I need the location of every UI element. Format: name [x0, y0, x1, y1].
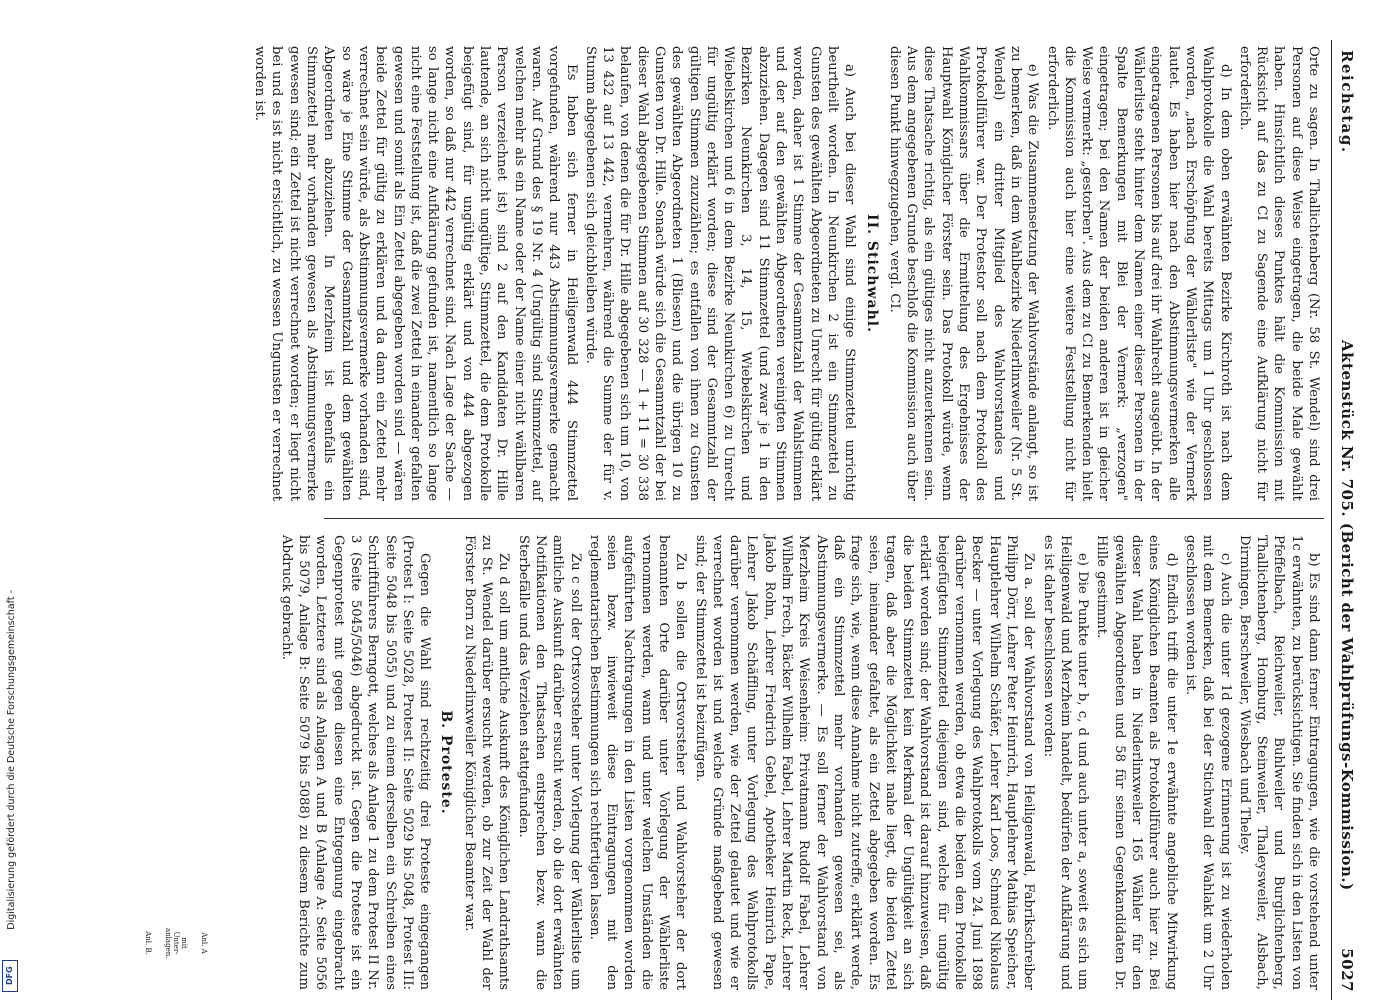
- header-title: Aktenstück Nr. 705. (Bericht der Wahlprüfungs-Kommission.): [1338, 340, 1356, 891]
- paragraph: Gegen die Wahl sind rechtzeitig drei Proteste eingegangen (Protest I: Seite 5028, Protest II: Seite 5029 bis 5048, Protest III: Seite 5048 bis 5055) und zu einem derselben ein Schreiben eines Schriftführers Berngott, welches als Anlage 1 zu dem Protest II Nr. 3 (Seite 5045/5046) abgedruckt ist. Gegen die Proteste ist ein Gegenprotest mit gegen diesen eine Entgegnung eingebracht worden. Letztere sind als Anlagen A und B (Anlage A: Seite 5056 bis 5079, Anlage B: Seite 5079 bis 5088) zu diesem Berichte zum Abdruck gebracht.: [278, 535, 433, 990]
- paragraph: Orte zu sagen. In Thallichtenberg (Nr. 58 St. Wendel) sind drei Personen auf diese Weise eingetragen, die beide Male gewählt haben. Hinsichtlich dieses Punktes hält die Kommission mit Rücksicht auf das zu CI zu Sagende eine Aufklärung nicht für erforderlich.: [1236, 46, 1321, 501]
- section-heading: B. Proteste.: [438, 710, 455, 815]
- document-page: [60, 40, 1360, 1000]
- paragraph: Zu b sollen die Ortsvorsteher und Wahlvorsteher der dort benannten Orte darüber unter Vorlegung der Wählerliste vernommen werden, wann und unter welchen Umständen die aufgeführten Nachtragungen in den Listen vorgenommen worden seien bezw. inwieweit diese Eintragungen mit den reglementarischen Bestimmungen sich rechtfertigen lassen.: [586, 535, 689, 990]
- column-divider: [324, 518, 1324, 519]
- paragraph: Zu c soll der Ortsvorsteher unter Vorlegung der Wählerliste um amtliche Auskunft darüber ersucht werden, ob die dort erwähnten Notifikationen den Thatsachen entsprechen bezw. wann die Sterbefälle und das Verziehen stattgefunden.: [515, 535, 583, 990]
- right-column: [275, 535, 1322, 990]
- paragraph: a) Auch bei dieser Wahl sind einige Stimmzettel unrichtig beurtheilt worden. In Neunkirchen 2 ist ein Stimmzettel zu Gunsten des gewählten Abgeordneten zu Unrecht für gültig erklärt worden, daher ist 1 Stimme der Gesammtzahl der Wahlstimmen und der auf den gewählten Abgeordneten vereinigten Stimmen abzuziehen. Dagegen sind 11 Stimmzettel (und zwar je 1 in den Bezirken Neunkirchen 3, 14, 15, Wiebelskirchen und Wiebelskirchen und 6 in dem Bezirke Neunkirchen 6) zu Unrecht für ungültig erklärt worden; diese sind der Gesammtzahl der gültigen Stimmen zuzuzählen; es entfallen von ihnen zu Gunsten des gewählten Abgeordneten 1 (Bliesen) und die übrigen 10 zu Gunsten von Dr. Hille. Sonach würde sich die Gesammtzahl der bei dieser Wahl abgegebenen Stimmen auf 30 328 — 1 + 11 = 30 338 belaufen, von denen die für Dr. Hille abgegebenen sich um 10, von 13 432 auf 13 442, vermehren, während die Summe der für v. Stumm abgegebenen sich gleichbleiben würde.: [582, 46, 858, 501]
- footer: [0, 0, 20, 1000]
- page-number: 5027: [1338, 948, 1356, 992]
- footer-credit: Digitalisierung gefördert durch die Deutsche Forschungsgemeinschaft -: [6, 590, 17, 930]
- header-left: Reichstag.: [1338, 50, 1356, 154]
- rotated-page-wrapper: [60, 40, 1360, 1000]
- paragraph: e) Was die Zusammensetzung der Wahlvorstände anlangt, so ist zu bemerken, daß in dem Wahlbezirke Niederlinxweiler (Nr. 5 St. Wendel) ein dritter Mitglied des Wahlvorstandes und Protokollführer war. Der Protestor soll nach dem Protokoll des Wahlkommissars über die Ermittelung des Ergebnisses der Hauptwahl Königlicher Förster sein. Das Protokoll würde, wenn diese Thatsache richtig, als ein gültiges nicht anzuerkennen sein. Aus dem angegebenen Grunde beschloß die Kommission auch über diesen Punkt hinwegzugehen, vergl. CI.: [886, 46, 1041, 501]
- margin-note: Anl. A: [200, 932, 208, 954]
- dfg-logo: DFG: [2, 960, 18, 992]
- margin-notes: [132, 928, 208, 958]
- margin-note: Anl. B.: [144, 931, 152, 955]
- paragraph: Zu a. soll der Wahlvorstand von Heiligenwald, Fabrikschreiber Philipp Dörr, Lehrer Peter Heinrich, Hauptlehrer Mathias Speicher, Hauptlehrer Wilhelm Schäfer, Lehrer Karl Loos, Schmied Nikolaus Becker — unter Vorlegung des Wahlprotokolls vom 24. Juni 1898 darüber vernommen werden, ob etwa die beiden dem Protokolle beigefügten Stimmzettel diejenigen sind, welche für ungültig erklärt worden sind; der Wahlvorstand ist darauf hinzuweisen, daß die beiden Stimmzettel kein Merkmal der Ungültigkeit an sich tragen, daß aber die Möglichkeit nahe liegt, die beiden Zettel seien, ineinander gefaltet, als ein Zettel abgegeben worden. Es frage sich, wie, wenn diese Annahme nicht zutreffe, erklärt werde, daß ein Stimmzettel mehr vorhanden gewesen sei, als Abstimmungsvermerke. — Es soll ferner der Wahlvorstand von Merzheim Kreis Weisenheim: Privatmann Rudolf Fabel, Lehrer Wilhelm Frech, Bäcker Wilhelm Fabel, Lehrer Martin Reck, Lehrer Jakob Rohn, Lehrer Friedrich Gebel, Apotheker Heinrich Pape, Lehrer Jakob Schäffling, unter Vorlegung des Wahlprotokolls darüber vernommen werden, wie der Zettel gelautet und wie er verrechnet worden ist und welche Gründe maßgebend gewesen sind; der Stimmzettel ist beizufügen.: [692, 535, 1037, 990]
- section-heading: II. Stichwahl.: [863, 214, 880, 333]
- paragraph: e) Die Punkte unter b, c, d und auch unter a, soweit es sich um Heiligenwald und Merzheim handelt, bedürfen der Aufklärung und es ist daher beschlossen worden:: [1040, 535, 1091, 990]
- paragraph: c) Auch die unter 1d gezogene Erinnerung ist zu wiederholen mit dem Bemerken, daß bei der Stichwahl der Wahlakt um 2 Uhr geschlossen worden ist.: [1182, 535, 1233, 990]
- paragraph: Es haben sich ferner in Heiligenwald 444 Stimmzettel vorgefunden, während nur 443 Abstimmungsvermerke gemacht waren. Auf Grund des § 19 Nr. 4 (Ungültig sind Stimmzettel, auf welchen mehr als ein Name oder der Name einer nicht wählbaren Person verzeichnet ist) sind 2 auf den Kandidaten Dr. Hille lautende, an sich nicht ungültige, Stimmzettel, die dem Protokolle beigefügt sind, für ungültig erklärt und von 444 abgezogen worden, so daß nur 442 verrechnet sind. Nach Lage der Sache — so lange nicht eine Aufklärung gefunden ist, namentlich so lange nicht eine Feststellung ist, daß die zwei Zettel in einander gefalten gewesen und somit als Ein Zettel abgegeben worden sind — wären beide Zettel für gültig zu erklären und da dann ein Zettel mehr verrechnet sein würde, als Abstimmungsvermerke vorhanden sind, so wäre je Eine Stimme der Gesammtzahl und dem gewählten Abgeordneten abzuziehen. In Merzheim ist ebenfalls ein Stimmzettel mehr vorhanden gewesen als Abstimmungsvermerke gewesen sind; ein Zettel ist nicht verrechnet worden; er liegt nicht bei und es ist nicht ersichtlich, zu wessen Ungunsten er verrechnet worden ist.: [252, 46, 579, 501]
- margin-note: mit Unter- anlagen.: [164, 928, 188, 959]
- paragraph: d) Endlich trifft die unter 1e erwähnte angebliche Mitwirkung eines Königlichen Beamten als Protokollführer auch hier zu. Bei dieser Wahl haben in Niederlinxweiler 165 Wähler für den gewählten Abgeordneten und 58 für seinen Gegenkandidaten Dr. Hille gestimmt.: [1094, 535, 1179, 990]
- paragraph: d) In dem oben erwähnten Bezirke Kirchroth ist nach dem Wahlprotokolle die Wahl bereits Mittags um 1 Uhr geschlossen worden, „nach Erschöpfung der Wählerliste" wie der Vermerk lautet. Es haben hier nach den Abstimmungsvermerken alle eingetragenen Personen bis auf drei ihr Wahlrecht ausgeübt. In der Wählerliste steht hinter dem Namen einer dieser Personen in der Spalte Bemerkungen mit Blei der Vermerk: „verzogen" eingetragen; bei den Namen der beiden anderen ist in gleicher Weise vermerkt: „gestorben". Aus dem zu CI zu Bemerkenden hielt die Kommission auch hier eine weitere Feststellung nicht für erforderlich.: [1044, 46, 1233, 501]
- left-column: [249, 46, 1322, 501]
- paragraph: b) Es sind dann ferner Eintragungen, wie die vorstehend unter 1c erwähnten, zu berücksichtigen. Sie finden sich in den Listen von Pfeffelbach, Reichweiler, Buhlweiler und Burglichtenberg, Thallichtenberg, Homburg, Steinweiler, Thaleysweiler, Alsbach, Dirmingen, Berschweiler, Wiesbach und Theley.: [1236, 535, 1321, 990]
- paragraph: Zu d soll um amtliche Auskunft des Königlichen Landrathsamts zu St. Wendel darüber ersucht werden, ob zur Zeit der Wahl der Förster Born zu Niederlinxweiler Königlicher Beamter war.: [461, 535, 512, 990]
- page-header: [1331, 40, 1360, 1000]
